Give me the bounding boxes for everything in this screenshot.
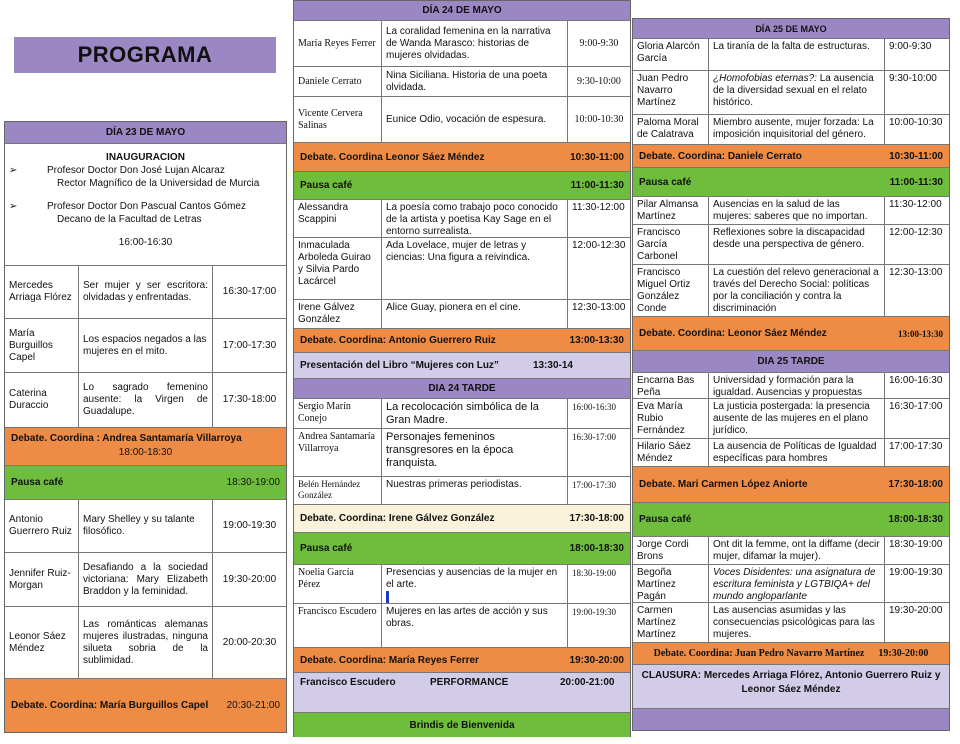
debate-bar bbox=[294, 143, 630, 172]
talk-row bbox=[5, 266, 286, 319]
day24-header: DÍA 24 DE MAYO bbox=[294, 1, 630, 21]
coffee-break-label: Pausa café bbox=[300, 543, 353, 554]
debate-label: Debate. Coordina: Juan Pedro Navarro Martínez bbox=[653, 648, 865, 659]
debate-time: 17:30-18:00 bbox=[888, 479, 943, 490]
debate-label: Debate. Coordina: Antonio Guerrero Ruiz bbox=[300, 335, 496, 346]
talk-time: 19:00-19:30 bbox=[572, 607, 616, 617]
talk-time: 9:30-10:00 bbox=[577, 75, 621, 87]
talk-title: Mary Shelley y su talante filosófico. bbox=[79, 500, 213, 552]
talk-row bbox=[5, 607, 286, 679]
talk-row bbox=[294, 300, 630, 329]
talk-row bbox=[633, 537, 949, 565]
talk-row bbox=[5, 500, 286, 553]
talk-time: 12:00-12:30 bbox=[572, 240, 626, 251]
talk-time: 20:00-20:30 bbox=[222, 636, 277, 648]
performance-bar bbox=[294, 673, 630, 713]
talk-title-cell bbox=[709, 71, 885, 114]
talk-row bbox=[633, 225, 949, 265]
debate-label: Debate. Coordina: Irene Gálvez González bbox=[300, 513, 495, 524]
coffee-break-bar bbox=[5, 466, 286, 500]
talk-row bbox=[5, 553, 286, 607]
talk-speaker: Belén Hernández González bbox=[294, 477, 382, 504]
talk-title: Universidad y formación para la igualdad. Ausencias y propuestas bbox=[709, 373, 885, 398]
talk-row bbox=[5, 373, 286, 428]
talk-speaker: Sergio Marín Conejo bbox=[294, 399, 382, 428]
page-title: PROGRAMA bbox=[14, 37, 276, 73]
talk-speaker: Inmaculada Arboleda Guirao y Silvia Pardo Lacárcel bbox=[294, 238, 382, 299]
inauguration-role-2: Decano de la Facultad de Letras bbox=[57, 214, 202, 225]
talk-row bbox=[633, 399, 949, 439]
debate-label: Debate. Coordina: Daniele Cerrato bbox=[639, 150, 802, 162]
debate-bar bbox=[5, 428, 286, 466]
day23-column bbox=[4, 121, 287, 733]
talk-title-cell bbox=[709, 565, 885, 602]
talk-time: 10:00-10:30 bbox=[574, 113, 624, 125]
talk-time: 17:30-18:00 bbox=[222, 394, 277, 405]
performance-speaker: Francisco Escudero bbox=[300, 677, 396, 688]
inauguration-role-1: Rector Magnífico de la Universidad de Murcia bbox=[57, 178, 260, 189]
talk-title: Mujeres en las artes de acción y sus obras. bbox=[382, 604, 568, 647]
talk-title: La poesía como trabajo poco conocido de la artista y poetisa Kay Sage en el entorno surrealista. bbox=[382, 200, 568, 237]
debate-time: 19:30-20:00 bbox=[569, 654, 624, 666]
performance-time: 20:00-21:00 bbox=[560, 677, 615, 688]
performance-label: PERFORMANCE bbox=[430, 677, 509, 688]
talk-title: Miembro ausente, mujer forzada: La imposición inquisitorial del género. bbox=[709, 115, 885, 144]
talk-time: 12:30-13:00 bbox=[572, 302, 626, 313]
talk-title: La cuestión del relevo generacional a través del Derecho Social: políticas por la conciliación y contra la discriminación bbox=[709, 265, 885, 316]
debate-bar bbox=[633, 145, 949, 168]
talk-speaker: Francisco Escudero bbox=[294, 604, 382, 647]
talk-speaker: Pilar Almansa Martínez bbox=[633, 197, 709, 224]
debate-time: 10:30-11:00 bbox=[889, 150, 943, 162]
talk-speaker: Vicente Cervera Salinas bbox=[294, 97, 382, 142]
talk-speaker: Andrea Santamaría Villarroya bbox=[294, 429, 382, 476]
talk-row bbox=[294, 604, 630, 648]
debate-bar bbox=[633, 467, 949, 503]
talk-time: 16:00-16:30 bbox=[572, 402, 616, 412]
talk-title: Personajes femeninos transgresores en la época franquista. bbox=[382, 429, 568, 476]
talk-row bbox=[633, 265, 949, 317]
talk-speaker: Jorge Cordi Brons bbox=[633, 537, 709, 564]
talk-title: Reflexiones sobre la discapacidad desde una perspectiva de género. bbox=[709, 225, 885, 264]
debate-bar bbox=[294, 505, 630, 533]
talk-time: 16:00-16:30 bbox=[889, 375, 943, 386]
debate-bar bbox=[633, 317, 949, 351]
talk-row bbox=[633, 115, 949, 145]
coffee-break-bar bbox=[294, 172, 630, 200]
debate-label: Debate. Coordina : Andrea Santamaría Villarroya bbox=[11, 433, 242, 444]
talk-speaker: Francisco Miguel Ortiz González Conde bbox=[633, 265, 709, 316]
talk-row bbox=[633, 565, 949, 603]
talk-row bbox=[294, 429, 630, 477]
talk-speaker: Noelia García Pérez bbox=[294, 565, 382, 603]
inauguration-title: INAUGURACION bbox=[106, 152, 185, 163]
closing-bar bbox=[633, 665, 949, 709]
talk-title: La coralidad femenina en la narrativa de Wanda Marasco: historias de mujeres olvidadas. bbox=[382, 21, 568, 66]
debate-time: 10:30-11:00 bbox=[570, 151, 624, 163]
talk-time: 19:00-19:30 bbox=[222, 520, 277, 531]
day25-header: DÍA 25 DE MAYO bbox=[633, 19, 949, 39]
talk-speaker: María Burguillos Capel bbox=[5, 319, 79, 372]
coffee-break-label: Pausa café bbox=[11, 477, 64, 488]
talk-time: 18:30-19:00 bbox=[572, 568, 616, 578]
debate-time: 13:00-13:30 bbox=[898, 328, 943, 339]
talk-title: Alice Guay, pionera en el cine. bbox=[382, 300, 568, 328]
inauguration-person-2: Profesor Doctor Don Pascual Cantos Gómez bbox=[47, 201, 246, 212]
talk-row bbox=[294, 67, 630, 97]
day24-afternoon-header: DIA 24 TARDE bbox=[294, 379, 630, 399]
talk-title: Desafiando a la sociedad victoriana: Mary Elizabeth Braddon y la feminidad. bbox=[79, 553, 213, 606]
coffee-break-bar bbox=[633, 503, 949, 537]
talk-speaker: Francisco García Carbonel bbox=[633, 225, 709, 264]
day23-header: DÍA 23 DE MAYO bbox=[5, 122, 286, 144]
inauguration-block bbox=[5, 144, 286, 266]
talk-speaker: Juan Pedro Navarro Martínez bbox=[633, 71, 709, 114]
talk-title-italic: Voces Disidentes: una asignatura de escritura feminista y LGTBIQA+ del mundo angloparlante bbox=[713, 567, 876, 602]
talk-time: 10:00-10:30 bbox=[889, 117, 943, 128]
talk-time: 19:30-20:00 bbox=[222, 573, 277, 585]
talk-title: Ada Lovelace, mujer de letras y ciencias: Una figura a reivindica. bbox=[382, 238, 568, 299]
debate-bar bbox=[633, 643, 949, 665]
talk-speaker: Eva María Rubio Fernández bbox=[633, 399, 709, 438]
coffee-break-bar bbox=[294, 533, 630, 565]
talk-speaker: Caterina Duraccio bbox=[5, 373, 79, 427]
talk-speaker: Alessandra Scappini bbox=[294, 200, 382, 237]
coffee-break-time: 18:30-19:00 bbox=[226, 477, 280, 488]
talk-time: 16:30-17:00 bbox=[889, 401, 943, 412]
talk-time: 16:30-17:00 bbox=[222, 286, 277, 297]
debate-time: 13:00-13:30 bbox=[569, 335, 624, 346]
debate-bar bbox=[294, 648, 630, 673]
talk-row bbox=[633, 603, 949, 643]
talk-time: 9:30-10:00 bbox=[889, 73, 937, 84]
talk-time: 9:00-9:30 bbox=[889, 41, 932, 52]
welcome-toast-label: Brindis de Bienvenida bbox=[409, 719, 515, 731]
day25-afternoon-header: DIA 25 TARDE bbox=[633, 351, 949, 373]
talk-title: Ser mujer y ser escritora: olvidadas y enfrentadas. bbox=[79, 266, 213, 318]
day25-column bbox=[632, 18, 950, 731]
talk-row bbox=[633, 373, 949, 399]
talk-title: Nuestras primeras periodistas. bbox=[382, 477, 568, 504]
talk-title: Las ausencias asumidas y las consecuencias psicológicas para las mujeres. bbox=[709, 603, 885, 642]
talk-title: Nina Siciliana. Historia de una poeta olvidada. bbox=[382, 67, 568, 96]
talk-title: Lo sagrado femenino ausente: la Virgen de Guadalupe. bbox=[79, 373, 213, 427]
talk-speaker: Begoña Martínez Pagán bbox=[633, 565, 709, 602]
talk-row bbox=[294, 200, 630, 238]
debate-time: 17:30-18:00 bbox=[569, 513, 624, 524]
talk-speaker: Hilario Sáez Méndez bbox=[633, 439, 709, 466]
closing-text: CLAUSURA: Mercedes Arriaga Flórez, Antonio Guerrero Ruiz y Leonor Sáez Méndez bbox=[641, 670, 941, 695]
welcome-toast-bar bbox=[294, 713, 630, 737]
talk-title-italic: ¿Homofobias eternas?: bbox=[713, 73, 817, 84]
talk-speaker: Antonio Guerrero Ruiz bbox=[5, 500, 79, 552]
talk-speaker: Daniele Cerrato bbox=[294, 67, 382, 96]
talk-row bbox=[633, 197, 949, 225]
talk-time: 11:30-12:00 bbox=[889, 199, 942, 210]
talk-row bbox=[294, 238, 630, 300]
talk-row bbox=[294, 477, 630, 505]
inauguration-time: 16:00-16:30 bbox=[118, 237, 173, 248]
inauguration-person-1: Profesor Doctor Don José Lujan Alcaraz bbox=[47, 165, 225, 176]
talk-title: La ausencia de Políticas de Igualdad específicas para hombres bbox=[709, 439, 885, 466]
book-presentation-label: Presentación del Libro “Mujeres con Luz” bbox=[300, 360, 499, 371]
bullet-icon: ➢ bbox=[9, 165, 18, 176]
talk-time: 12:30-13:00 bbox=[889, 267, 943, 278]
talk-row bbox=[633, 439, 949, 467]
debate-bar bbox=[294, 329, 630, 353]
talk-row bbox=[294, 399, 630, 429]
talk-title: Las románticas alemanas mujeres ilustradas, ninguna silueta sobria de la sublimidad. bbox=[79, 607, 213, 678]
talk-time: 11:30-12:00 bbox=[572, 202, 625, 213]
debate-bar bbox=[5, 679, 286, 732]
talk-speaker: Jennifer Ruiz-Morgan bbox=[5, 553, 79, 606]
debate-label: Debate. Coordina: Leonor Sáez Méndez bbox=[639, 328, 827, 339]
talk-speaker: Carmen Martínez Martínez bbox=[633, 603, 709, 642]
talk-row bbox=[294, 97, 630, 143]
day24-column bbox=[293, 0, 631, 737]
debate-time: 18:00-18:30 bbox=[118, 447, 173, 458]
coffee-break-time: 18:00-18:30 bbox=[888, 514, 943, 525]
book-presentation-time: 13:30-14 bbox=[532, 360, 573, 371]
talk-time: 12:00-12:30 bbox=[889, 227, 943, 238]
talk-row bbox=[5, 319, 286, 373]
talk-time: 19:00-19:30 bbox=[889, 567, 943, 578]
talk-title-cell bbox=[382, 565, 568, 603]
talk-speaker: Gloria Alarcón García bbox=[633, 39, 709, 70]
talk-title: Eunice Odio, vocación de espesura. bbox=[382, 97, 568, 142]
coffee-break-label: Pausa café bbox=[639, 514, 692, 525]
debate-label: Debate. Coordina: María Reyes Ferrer bbox=[300, 654, 479, 666]
talk-time: 17:00-17:30 bbox=[572, 480, 616, 490]
talk-speaker: María Reyes Ferrer bbox=[294, 21, 382, 66]
talk-time: 17:00-17:30 bbox=[222, 339, 277, 351]
debate-label: Debate. Mari Carmen López Aniorte bbox=[639, 479, 808, 490]
debate-label: Debate. Coordina: María Burguillos Capel bbox=[11, 700, 209, 711]
talk-time: 17:00-17:30 bbox=[889, 441, 943, 452]
talk-speaker: Encarna Bas Peña bbox=[633, 373, 709, 398]
talk-speaker: Leonor Sáez Méndez bbox=[5, 607, 79, 678]
talk-title: La justicia postergada: la presencia ausente de las mujeres en el plano jurídico. bbox=[709, 399, 885, 438]
coffee-break-time: 18:00-18:30 bbox=[569, 543, 624, 554]
coffee-break-time: 11:00-11:30 bbox=[570, 180, 624, 191]
coffee-break-label: Pausa café bbox=[639, 176, 692, 188]
coffee-break-time: 11:00-11:30 bbox=[889, 176, 943, 188]
talk-title: La recolocación simbólica de la Gran Madre. bbox=[382, 399, 568, 428]
talk-speaker: Irene Gálvez González bbox=[294, 300, 382, 328]
book-presentation-bar bbox=[294, 353, 630, 379]
talk-time: 19:30-20:00 bbox=[889, 605, 943, 616]
talk-row bbox=[294, 21, 630, 67]
talk-time: 16:30-17:00 bbox=[572, 432, 616, 442]
talk-title: Los espacios negados a las mujeres en el mito. bbox=[79, 319, 213, 372]
footer-band bbox=[633, 709, 949, 730]
talk-title: Presencias y ausencias de la mujer en el arte. bbox=[386, 567, 558, 590]
coffee-break-label: Pausa café bbox=[300, 180, 353, 191]
coffee-break-bar bbox=[633, 168, 949, 197]
talk-time: 18:30-19:00 bbox=[889, 539, 943, 550]
debate-label: Debate. Coordina Leonor Sáez Méndez bbox=[300, 151, 485, 163]
talk-row bbox=[633, 39, 949, 71]
talk-speaker: Mercedes Arriaga Flórez bbox=[5, 266, 79, 318]
talk-title: La tiranía de la falta de estructuras. bbox=[709, 39, 885, 70]
debate-time: 19:30-20:00 bbox=[878, 648, 929, 659]
debate-time: 20:30-21:00 bbox=[226, 700, 280, 711]
talk-row bbox=[294, 565, 630, 604]
talk-speaker: Paloma Moral de Calatrava bbox=[633, 115, 709, 144]
bullet-icon: ➢ bbox=[9, 201, 18, 212]
text-cursor bbox=[386, 591, 389, 603]
talk-title: Ausencias en la salud de las mujeres: saberes que no importan. bbox=[709, 197, 885, 224]
talk-title: La ausencia de la diversidad sexual en el relato histórico. bbox=[713, 73, 874, 108]
talk-title: Ont dit la femme, ont la diffame (decir mujer, difamar la mujer). bbox=[709, 537, 885, 564]
talk-time: 9:00-9:30 bbox=[579, 37, 619, 49]
talk-row bbox=[633, 71, 949, 115]
